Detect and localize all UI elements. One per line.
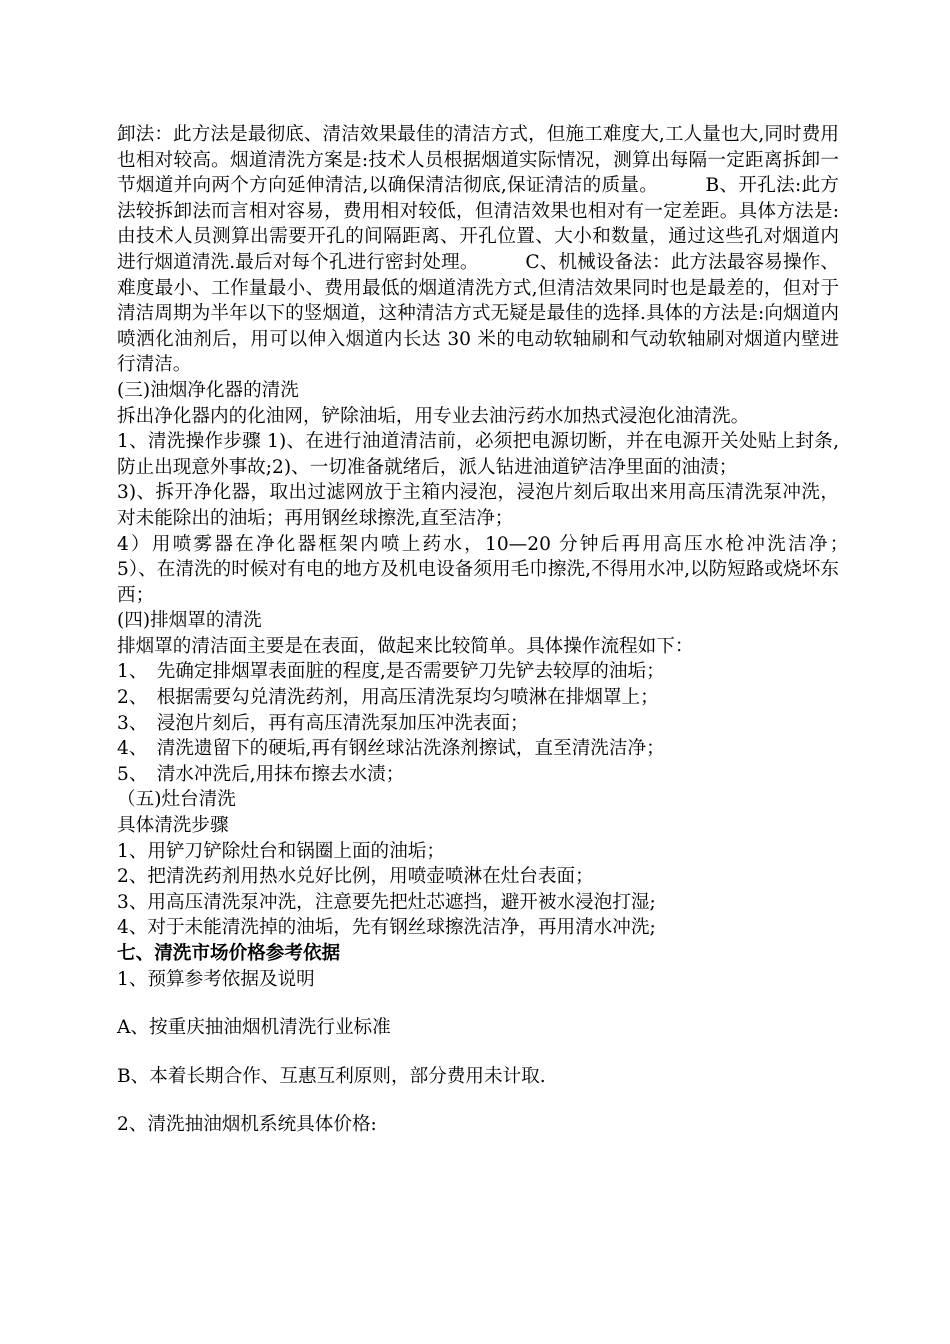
document-page [117,122,877,1138]
paragraph-purifier-step-1: 1、清洗操作步骤 1)、在进行油道清洁前，必须把电源切断，并在电源开关处贴上封条,防止出现意外事故;2)、一切准备就绪后，派人钻进油道铲洁净里面的油渍； [117,431,839,478]
list-item: 3、 浸泡片刻后，再有高压清洗泵加压冲洗表面； [117,712,529,734]
budget-item-b: B、本着长期合作、互惠互利原则，部分费用未计取. [117,1065,546,1087]
list-item: 2、 根据需要勾兑清洗药剂，用高压清洗泵均匀喷淋在排烟罩上； [117,687,659,709]
paragraph-purifier-step-4: 4）用喷雾器在净化器框架内喷上药水，10—20 分钟后再用高压水枪冲洗洁净； 5）、在清洗的时候对有电的地方及机电设备须用毛巾擦洗,不得用水冲,以防短路或烧坏东西； [117,533,877,606]
heading-purifier-cleaning: (三)油烟净化器的清洗 [117,379,299,401]
paragraph-stove-steps-title: 具体清洗步骤 [117,815,229,837]
paragraph-hood-intro: 排烟罩的清洁面主要是在表面，做起来比较简单。具体操作流程如下： [117,635,694,657]
paragraph-purifier-step-3: 3)、拆开净化器，取出过滤网放于主箱内浸泡，浸泡片刻后取出来用高压清洗泵冲洗，对未能除出的油垢；再用钢丝球擦洗,直至洁净； [117,482,839,529]
budget-title: 1、预算参考依据及说明 [117,968,315,990]
list-item: 1、用铲刀铲除灶台和锅圈上面的油垢； [117,840,445,862]
list-item: 4、 清洗遗留下的硬垢,再有钢丝球沾洗涤剂擦试，直至清洗洁净； [117,738,665,760]
section-heading: 七、清洗市场价格参考依据 [117,943,341,964]
heading-hood-cleaning: (四)排烟罩的清洗 [117,610,262,632]
list-item: 4、对于未能清洗掉的油垢，先有钢丝球擦洗洁净，再用清水冲洗; [117,917,656,939]
list-item: 5、 清水冲洗后,用抹布擦去水渍； [117,763,405,785]
list-item: 2、把清洗药剂用热水兑好比例，用喷壶喷淋在灶台表面； [117,866,594,888]
paragraph-purifier-intro: 拆出净化器内的化油网，铲除油垢，用专业去油污药水加热式浸泡化油清洗。 [117,405,750,427]
list-item: 3、用高压清洗泵冲洗，注意要先把灶芯遮挡，避开被水浸泡打湿; [117,891,656,913]
heading-stove-cleaning: （五)灶台清洗 [117,789,236,811]
price-title: 2、清洗抽油烟机系统具体价格: [117,1114,377,1136]
budget-item-a: A、按重庆抽油烟机清洗行业标准 [117,1017,391,1039]
paragraph-dismantle-method: 卸法：此方法是最彻底、清洁效果最佳的清洁方式，但施工难度大,工人量也大,同时费用也相对较高。烟道清洗方案是:技术人员根据烟道实际情况，测算出每隔一定距离拆卸一节烟道并向两个方向延伸清洁,以确保清洁彻底,保证清洁的质量。 B、开孔法:此方法较拆卸法而言相对容易，费用相对较低，但清洁效果也相对有一定差距。具体方法是:由技术人员测算出需要开孔的间隔距离、开孔位置、大小和数量，通过这些孔对烟道内进行烟道清洗.最后对每个孔进行密封处理。 C、机械设备法：此方法最容易操作、难度最小、工作量最小、费用最低的烟道清洗方式,但清洁效果同时也是最差的，但对于清洁周期为半年以下的竖烟道，这种清洁方式无疑是最佳的选择.具体的方法是:向烟道内喷洒化油剂后，用可以伸入烟道内长达 30 米的电动软轴刷和气动软轴刷对烟道内壁进行清洁。 [117,124,839,376]
list-item: 1、 先确定排烟罩表面脏的程度,是否需要铲刀先铲去较厚的油垢； [117,661,665,683]
